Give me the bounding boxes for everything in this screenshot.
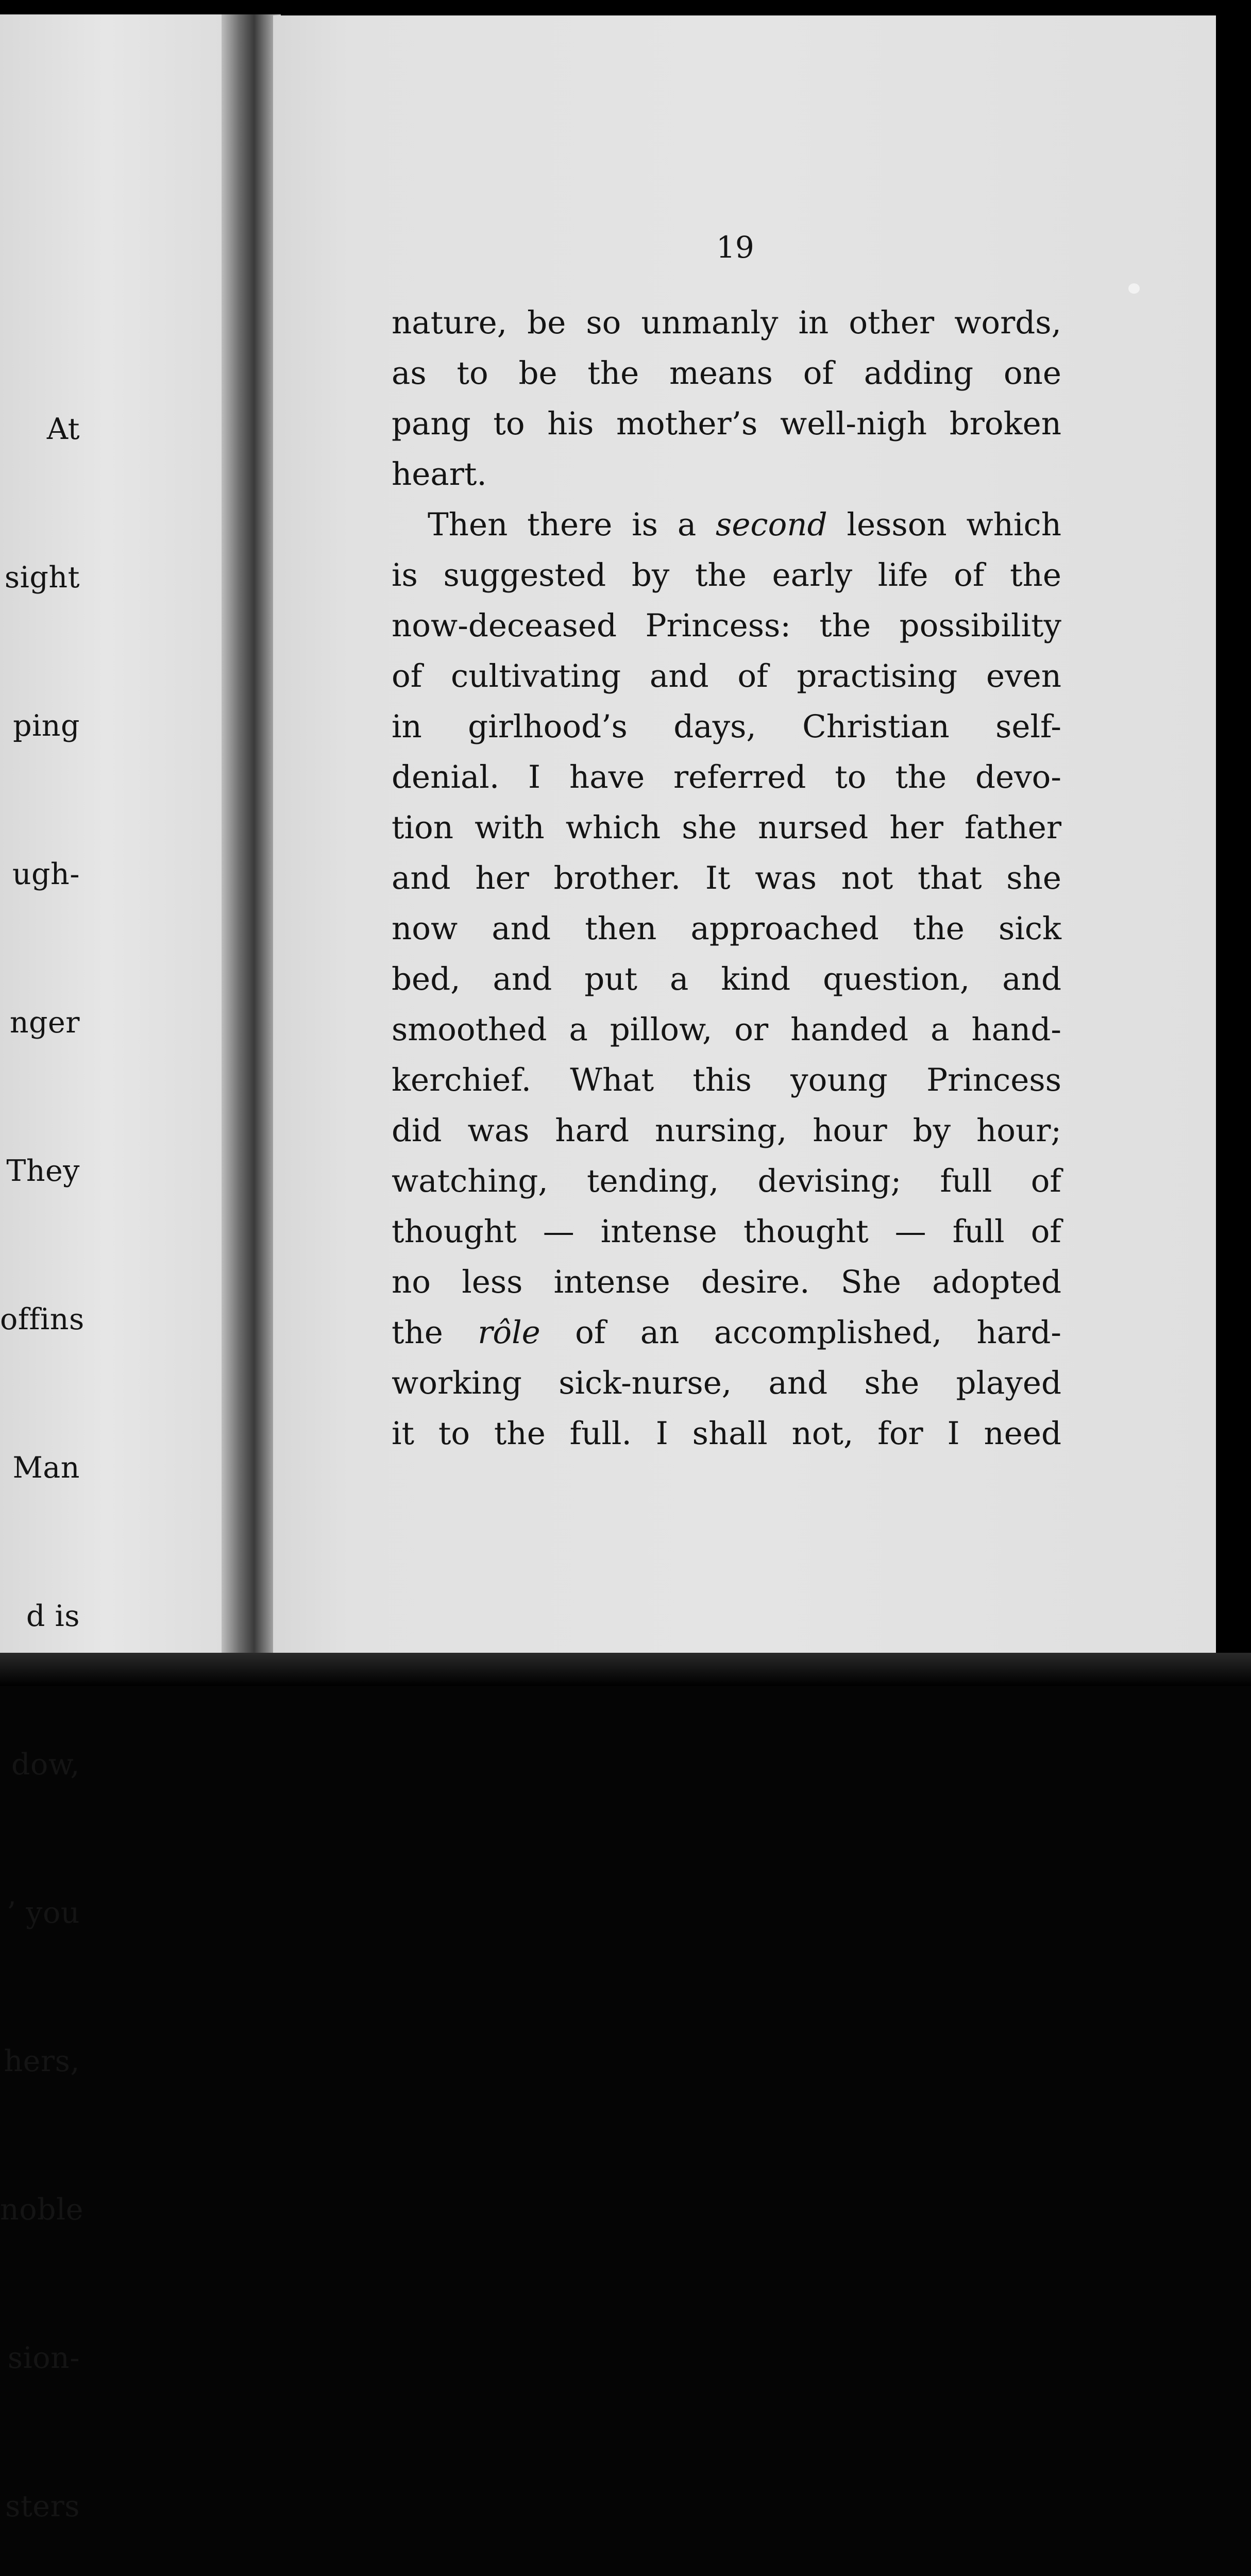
left-fragment: nger bbox=[9, 1006, 80, 1040]
text-line: the rôle of an accomplished, hard- bbox=[392, 1314, 1061, 1351]
text-line: now and then approached the sick bbox=[392, 910, 1061, 947]
text-line: in girlhood’s days, Christian self- bbox=[392, 708, 1061, 745]
text-line: kerchief. What this young Princess bbox=[392, 1062, 1061, 1098]
left-fragment: ping bbox=[13, 709, 80, 743]
text-line: smoothed a pillow, or handed a hand- bbox=[392, 1011, 1061, 1048]
paper-speck bbox=[1128, 283, 1140, 294]
left-page-text-fragments bbox=[0, 306, 84, 2576]
left-page bbox=[0, 14, 234, 2523]
left-fragment: They bbox=[6, 1154, 80, 1188]
left-fragment: offins bbox=[0, 1302, 84, 1336]
text-line: pang to his mother’s well-nigh broken bbox=[392, 405, 1061, 442]
left-fragment: Man bbox=[12, 1451, 80, 1485]
text-line: working sick-nurse, and she played bbox=[392, 1365, 1061, 1401]
text-line: heart. bbox=[392, 456, 487, 493]
left-fragment: At bbox=[46, 412, 80, 446]
text-line: as to be the means of adding one bbox=[392, 355, 1061, 392]
left-fragment: sters bbox=[5, 2489, 80, 2523]
text-line: nature, be so unmanly in other words, bbox=[392, 304, 1061, 341]
page-number: 19 bbox=[716, 230, 754, 265]
text-line: tion with which she nursed her father bbox=[392, 809, 1061, 846]
body-text bbox=[392, 298, 1061, 1459]
book-gutter-shadow bbox=[222, 14, 281, 1663]
italic-word: rôle bbox=[478, 1314, 540, 1351]
text-line: is suggested by the early life of the bbox=[392, 557, 1061, 594]
text-line: Then there is a second lesson which bbox=[428, 506, 1061, 543]
text-line: of cultivating and of practising even bbox=[392, 658, 1061, 694]
left-fragment: sion- bbox=[7, 2341, 80, 2375]
left-fragment: d is bbox=[26, 1599, 80, 1633]
text-line: no less intense desire. She adopted bbox=[392, 1264, 1061, 1300]
page-bottom-edge bbox=[0, 1653, 1251, 1686]
text-line: watching, tending, devising; full of bbox=[392, 1163, 1061, 1199]
text-line: did was hard nursing, hour by hour; bbox=[392, 1112, 1061, 1149]
left-fragment: hers, bbox=[4, 2044, 80, 2078]
text-line: bed, and put a kind question, and bbox=[392, 961, 1061, 997]
left-fragment: ’ you bbox=[7, 1896, 80, 1930]
left-fragment: dow, bbox=[11, 1748, 80, 1782]
text-line: and her brother. It was not that she bbox=[392, 860, 1061, 896]
italic-word: second bbox=[716, 506, 827, 543]
text-line: now-deceased Princess: the possibility bbox=[392, 607, 1061, 644]
text-line: denial. I have referred to the devo- bbox=[392, 759, 1061, 795]
left-fragment: sight bbox=[4, 561, 80, 595]
text-line: thought — intense thought — full of bbox=[392, 1213, 1061, 1250]
text-line: it to the full. I shall not, for I need bbox=[392, 1415, 1061, 1452]
left-fragment: noble bbox=[0, 2193, 83, 2227]
left-fragment: ugh- bbox=[12, 857, 80, 891]
